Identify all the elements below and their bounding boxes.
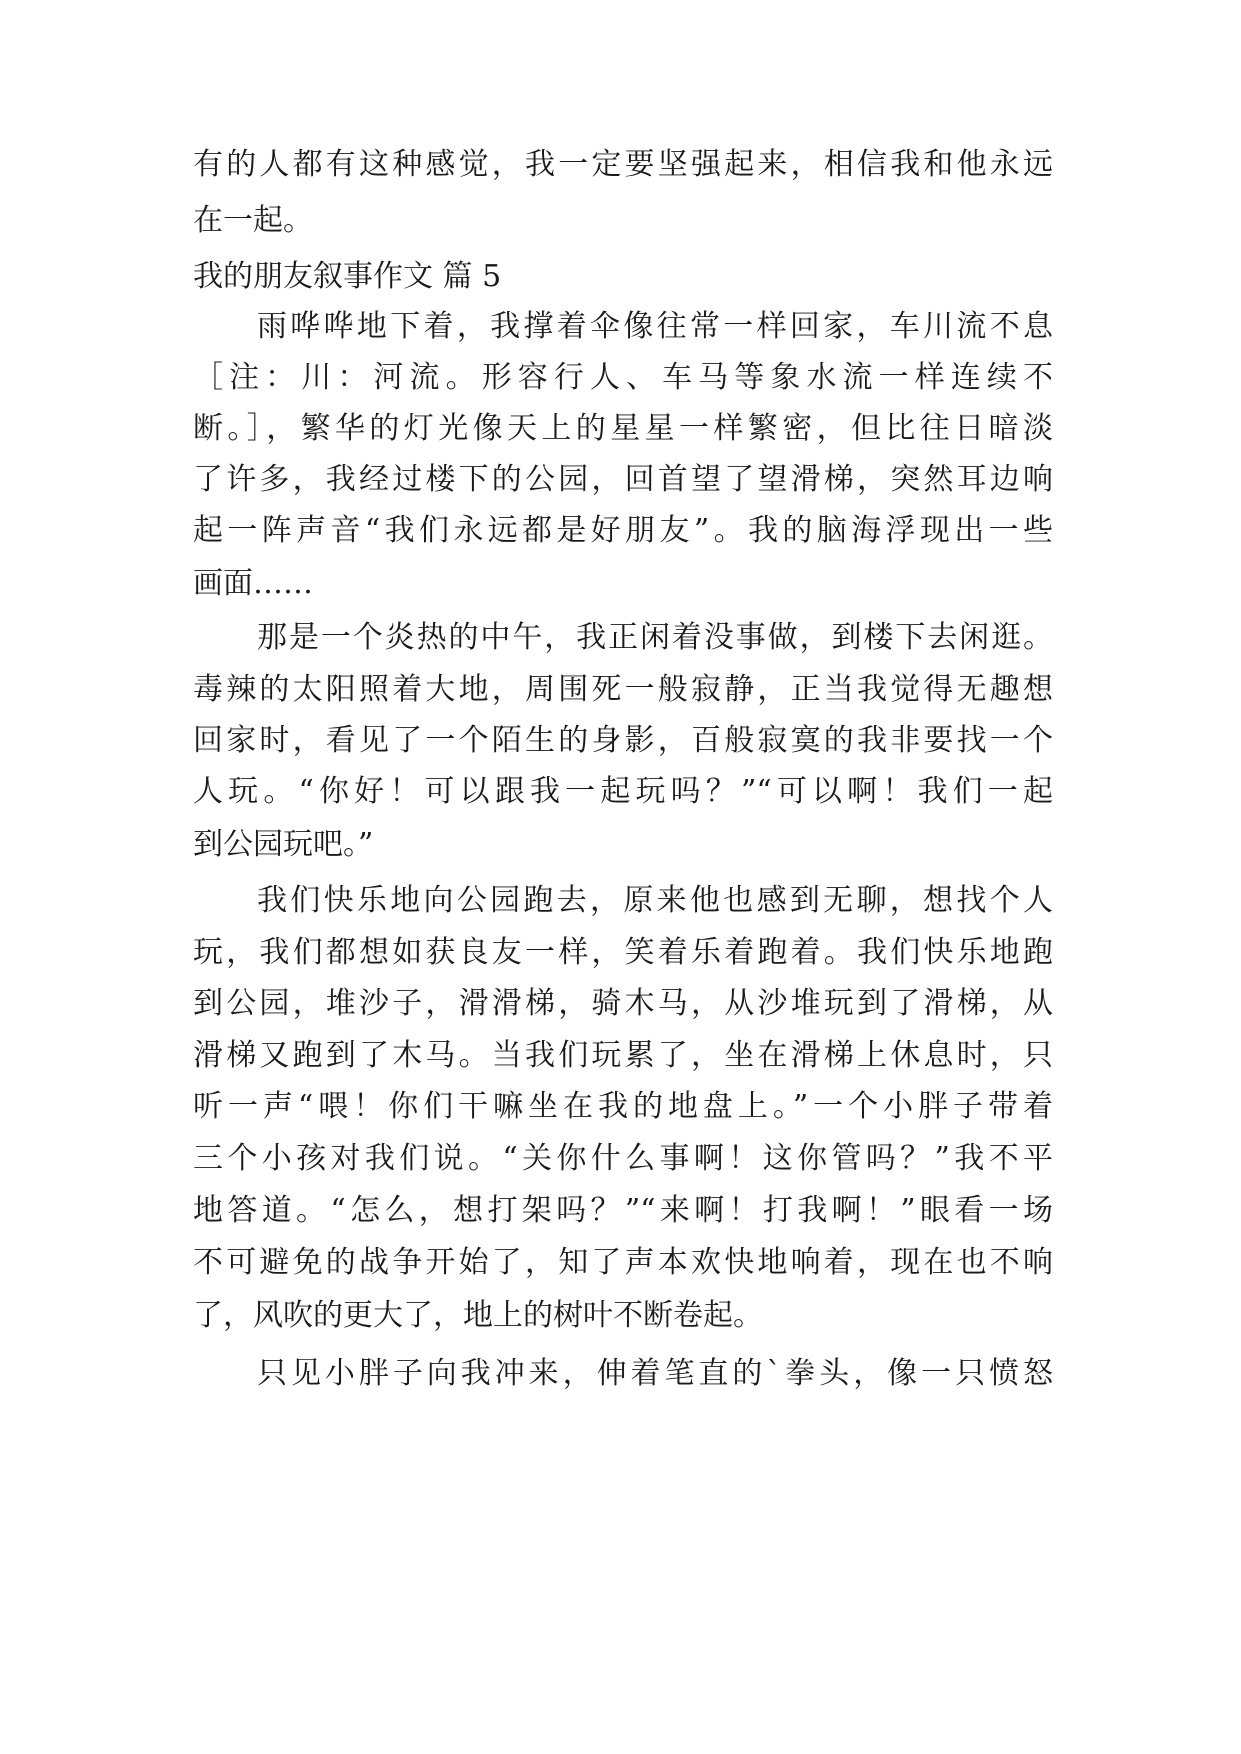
paragraph-line: 画面…… [193, 566, 313, 601]
paragraph-line: 回家时，看见了一个陌生的身影，百般寂寞的我非要找一个 [193, 723, 1053, 758]
paragraph-line: 有的人都有这种感觉，我一定要坚强起来，相信我和他永远 [193, 147, 1053, 182]
paragraph-line: 起一阵声音“我们永远都是好朋友”。我的脑海浮现出一些 [193, 513, 1053, 548]
paragraph-line: 不可避免的战争开始了，知了声本欢快地响着，现在也不响 [193, 1245, 1053, 1280]
paragraph-line: 三个小孩对我们说。“关你什么事啊！这你管吗？”我不平 [193, 1141, 1053, 1176]
paragraph-line: 了许多，我经过楼下的公园，回首望了望滑梯，突然耳边响 [193, 462, 1053, 497]
paragraph-line: 断。］，繁华的灯光像天上的星星一样繁密，但比往日暗淡 [193, 411, 1053, 446]
paragraph-line: 听一声“喂！你们干嘛坐在我的地盘上。”一个小胖子带着 [193, 1089, 1053, 1124]
section-heading: 我的朋友叙事作文 篇 5 [193, 259, 502, 294]
paragraph-line: 毒辣的太阳照着大地，周围死一般寂静，正当我觉得无趣想 [193, 672, 1053, 707]
paragraph-line: 人玩。“你好！可以跟我一起玩吗？”“可以啊！我们一起 [193, 774, 1053, 809]
paragraph-line: 了，风吹的更大了，地上的树叶不断卷起。 [193, 1298, 763, 1333]
paragraph-line: 玩，我们都想如获良友一样，笑着乐着跑着。我们快乐地跑 [193, 935, 1053, 970]
paragraph-line: 到公园玩吧。” [193, 827, 374, 862]
paragraph-line: 我们快乐地向公园跑去，原来他也感到无聊，想找个人 [257, 883, 1053, 918]
paragraph-line: 在一起。 [193, 203, 313, 238]
paragraph-line: 那是一个炎热的中午，我正闲着没事做，到楼下去闲逛。 [257, 620, 1053, 655]
paragraph-line: 到公园，堆沙子，滑滑梯，骑木马，从沙堆玩到了滑梯，从 [193, 986, 1053, 1021]
paragraph-line: 滑梯又跑到了木马。当我们玩累了，坐在滑梯上休息时，只 [193, 1038, 1053, 1073]
paragraph-line: ［注：川：河流。形容行人、车马等象水流一样连续不 [193, 360, 1053, 395]
paragraph-line: 地答道。“怎么，想打架吗？”“来啊！打我啊！”眼看一场 [193, 1193, 1053, 1228]
paragraph-line: 雨哗哗地下着，我撑着伞像往常一样回家，车川流不息 [257, 309, 1053, 344]
paragraph-line: 只见小胖子向我冲来，伸着笔直的`拳头，像一只愤怒 [257, 1356, 1053, 1391]
